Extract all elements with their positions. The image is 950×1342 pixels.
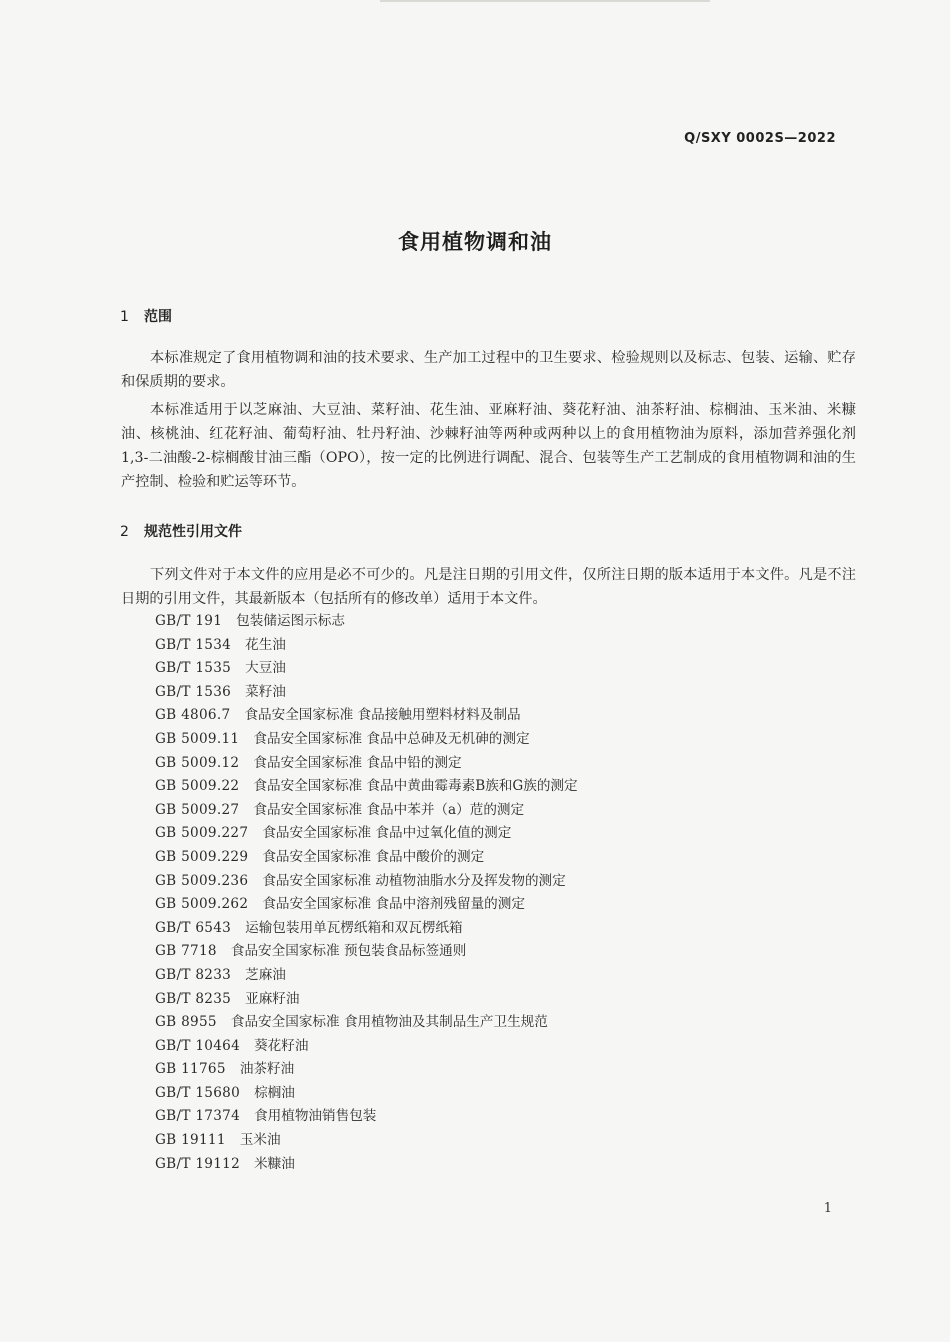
reference-item: [155, 1058, 578, 1082]
reference-name: 食品安全国家标准 食品中酸价的测定: [262, 848, 485, 865]
normative-intro-paragraph: 下列文件对于本文件的应用是必不可少的。凡是注日期的引用文件，仅所注日期的版本适用于本文件。凡是不注日期的引用文件，其最新版本（包括所有的修改单）适用于本文件。: [121, 567, 856, 607]
reference-item: [155, 988, 578, 1012]
page-number: 1: [823, 1201, 832, 1216]
reference-item: [155, 1153, 578, 1177]
reference-code: GB/T 17374: [155, 1108, 241, 1125]
reference-name: 食品安全国家标准 食品中溶剂残留量的测定: [262, 896, 525, 913]
reference-item: [155, 775, 578, 799]
reference-item: [155, 1082, 578, 1106]
reference-name: 食品安全国家标准 食用植物油及其制品生产卫生规范: [230, 1014, 548, 1031]
reference-item: [155, 799, 578, 823]
reference-name: 玉米油: [239, 1132, 281, 1149]
reference-item: [155, 846, 578, 870]
reference-code: GB 5009.236: [155, 872, 249, 889]
reference-item: [155, 940, 578, 964]
reference-name: 食品安全国家标准 动植物油脂水分及挥发物的测定: [262, 872, 566, 889]
section-1-title: 范围: [144, 309, 172, 325]
section-2-title: 规范性引用文件: [144, 524, 242, 540]
reference-item: [155, 634, 578, 658]
reference-code: GB 5009.22: [155, 778, 240, 795]
reference-item: [155, 964, 578, 988]
reference-item: [155, 657, 578, 681]
standard-code: Q/SXY 0002S—2022: [684, 131, 836, 146]
reference-name: 食品安全国家标准 食品中过氧化值的测定: [262, 825, 512, 842]
reference-name: 食用植物油销售包装: [254, 1108, 377, 1125]
reference-code: GB 5009.12: [155, 754, 240, 771]
reference-code: GB/T 1534: [155, 636, 232, 653]
section-1-heading: [120, 306, 172, 326]
reference-item: [155, 704, 578, 728]
reference-name: 油茶籽油: [239, 1061, 295, 1078]
reference-code: GB/T 1535: [155, 660, 232, 677]
reference-item: [155, 1105, 578, 1129]
reference-item: [155, 822, 578, 846]
reference-item: [155, 610, 578, 634]
reference-code: GB 5009.11: [155, 730, 240, 747]
reference-code: GB/T 1536: [155, 683, 232, 700]
reference-item: [155, 893, 578, 917]
reference-item: [155, 917, 578, 941]
reference-code: GB 7718: [155, 943, 217, 960]
reference-code: GB 8955: [155, 1014, 217, 1031]
reference-item: [155, 681, 578, 705]
scope-paragraph-1: 本标准规定了食用植物调和油的技术要求、生产加工过程中的卫生要求、检验规则以及标志、包装、运输、贮存和保质期的要求。: [121, 350, 856, 390]
section-1-number: 1: [120, 309, 129, 325]
document-title: 食用植物调和油: [398, 230, 552, 254]
reference-code: GB 5009.27: [155, 801, 240, 818]
reference-item: [155, 1035, 578, 1059]
reference-item: [155, 1011, 578, 1035]
reference-name: 棕榈油: [254, 1084, 295, 1101]
reference-code: GB/T 8235: [155, 990, 232, 1007]
reference-code: GB/T 19112: [155, 1155, 241, 1172]
reference-code: GB/T 191: [155, 613, 223, 629]
section-2-heading: [120, 521, 242, 541]
reference-code: GB/T 10464: [155, 1037, 241, 1054]
reference-code: GB 19111: [155, 1132, 226, 1149]
reference-name: 运输包装用单瓦楞纸箱和双瓦楞纸箱: [245, 919, 463, 936]
reference-name: 食品安全国家标准 食品中总砷及无机砷的测定: [253, 730, 530, 747]
reference-name: 大豆油: [245, 660, 286, 677]
reference-item: [155, 728, 578, 752]
reference-name: 食品安全国家标准 食品中铅的测定: [253, 754, 462, 771]
reference-code: GB 11765: [155, 1061, 226, 1078]
reference-name: 花生油: [245, 636, 286, 653]
reference-item: [155, 752, 578, 776]
reference-code: GB 5009.262: [155, 896, 249, 913]
section-2-number: 2: [120, 524, 129, 540]
reference-name: 食品安全国家标准 食品中黄曲霉毒素B族和G族的测定: [253, 778, 578, 795]
reference-name: 菜籽油: [245, 683, 286, 700]
reference-code: GB 4806.7: [155, 707, 231, 724]
reference-name: 亚麻籽油: [245, 990, 300, 1007]
reference-code: GB 5009.229: [155, 848, 249, 865]
reference-code: GB/T 8233: [155, 966, 232, 983]
normative-reference-list: [155, 610, 578, 1176]
reference-name: 芝麻油: [245, 966, 286, 983]
reference-code: GB/T 6543: [155, 919, 232, 936]
reference-name: 米糠油: [254, 1155, 295, 1172]
reference-name: 食品安全国家标准 预包装食品标签通则: [230, 943, 467, 960]
reference-code: GB 5009.227: [155, 825, 249, 842]
reference-item: [155, 1129, 578, 1153]
reference-name: 包装储运图示标志: [236, 613, 345, 629]
reference-code: GB/T 15680: [155, 1084, 241, 1101]
scan-artifact: [380, 0, 710, 2]
reference-item: [155, 870, 578, 894]
reference-name: 食品安全国家标准 食品接触用塑料材料及制品: [244, 707, 521, 724]
scope-paragraph-2: 本标准适用于以芝麻油、大豆油、菜籽油、花生油、亚麻籽油、葵花籽油、油茶籽油、棕榈油、玉米油、米糠油、核桃油、红花籽油、葡萄籽油、牡丹籽油、沙棘籽油等两种或两种以上的食用植物油为原料，添加营养强化剂1,3-二油酸-2-棕榈酸甘油三酯（OPO），按一定的比例进行调配、混合、包装等生产工艺制成的食用植物调和油的生产控制、检验和贮运等环节。: [121, 402, 856, 490]
reference-name: 葵花籽油: [254, 1037, 309, 1054]
reference-name: 食品安全国家标准 食品中苯并（a）苊的测定: [253, 801, 525, 818]
